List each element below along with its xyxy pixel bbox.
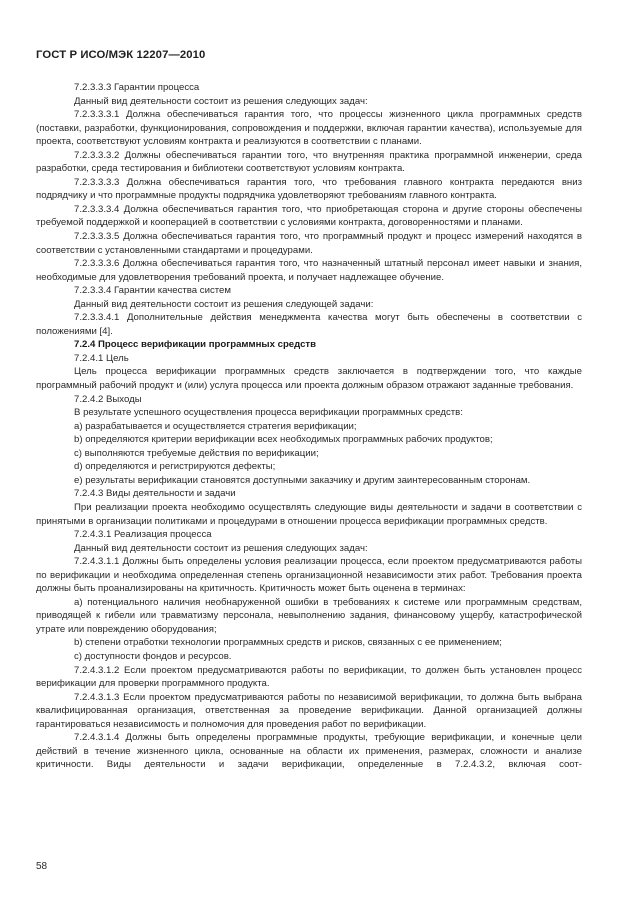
paragraph: Данный вид деятельности состоит из решения следующей задачи: [74,298,374,310]
page-number: 58 [36,861,48,872]
paragraph: c) выполняются требуемые действия по верификации; [74,447,319,459]
paragraph: 7.2.4.2 Выходы [74,393,142,405]
paragraph: Цель процесса верификации программных средств заключается в подтверждении того, что каждые программный рабочий продукт и (или) услуга процесса или проекта должным образом отражают заданные требования. [36,366,582,392]
paragraph: 7.2.4.3.1.2 Если проектом предусматриваются работы по верификации, то должен быть установлен процесс верификации для проверки программного продукта. [36,664,582,690]
paragraph: 7.2.3.3.4.1 Дополнительные действия менеджмента качества могут быть обеспечены в соответствии с положениями [4]. [36,312,582,337]
document-body [36,81,582,772]
section-heading: 7.2.4 Процесс верификации программных средств [74,339,317,351]
paragraph: Данный вид деятельности состоит из решения следующих задач: [74,95,368,107]
page-header: ГОСТ Р ИСО/МЭК 12207—2010 [36,49,206,61]
paragraph: 7.2.4.3.1.1 Должны быть определены условия реализации процесса, если проектом предусматриваются работы по верификации и необходима определенная степень организационной независимости этих работ. Требования проекта должны быть проанализированы на критичность. Критичность может быть оценена в терминах: [36,556,582,595]
paragraph: 7.2.3.3.4 Гарантии качества систем [74,285,231,297]
paragraph: 7.2.4.3.1.4 Должны быть определены программные продукты, требующие верификации, и конечные цели действий в течение жизненного цикла, основанные на области их применения, размерах, сложности и анализе критичности. Виды деятельности и задачи верификации, определенные в 7.2.4.3.2, включая сoот- [36,732,582,771]
paragraph: d) определяются и регистрируются дефекты; [74,461,276,473]
paragraph: 7.2.3.3.3.5 Должна обеспечиваться гарантия того, что программный продукт и процесс измерений находятся в соответствии с установленными стандартами и процедурами. [36,231,582,256]
paragraph: 7.2.4.3 Виды деятельности и задачи [74,488,236,500]
paragraph: 7.2.4.3.1.3 Если проектом предусматриваются работы по независимой верификации, то должна быть выбрана квалифицированная организация, ответственная за проведение верификации. Данной организацией должны гарантироваться независимость и полномочия для проведения работ по верификации. [36,691,582,730]
paragraph: 7.2.4.1 Цель [74,352,129,364]
paragraph: 7.2.3.3.3.2 Должны обеспечиваться гарантии того, что внутренняя практика программной инженерии, среда разработки, среда тестирования и библиотеки соответствуют условиям контракта. [36,149,582,175]
paragraph: e) результаты верификации становятся доступными заказчику и другим заинтересованным сторонам. [74,474,531,486]
paragraph: Данный вид деятельности состоит из решения следующих задач: [74,542,368,554]
paragraph: b) степени отработки технологии программных средств и рисков, связанных с ее применением; [74,637,502,649]
paragraph: 7.2.3.3.3.4 Должна обеспечиваться гарантия того, что приобретающая сторона и другие стороны обеспечены требуемой поддержкой и кооперацией в соответствии с условиями контракта, договоренностями и планами. [36,203,582,229]
paragraph: c) доступности фондов и ресурсов. [74,650,232,662]
paragraph: a) потенциального наличия необнаруженной ошибки в требованиях к системе или программным средствам, приводящей к гибели или травматизму персонала, невыполнению задания, финансовому ущербу, катастрофической утрате или повреждению оборудования; [36,596,582,635]
paragraph: 7.2.3.3.3.3 Должна обеспечиваться гарантия того, что требования главного контракта передаются вниз подрядчику и что программные продукты подрядчика удовлетворяют требованиям главного контракта. [36,176,582,202]
paragraph: a) разрабатывается и осуществляется стратегия верификации; [74,420,357,432]
paragraph: 7.2.4.3.1 Реализация процесса [74,529,212,541]
paragraph: В результате успешного осуществления процесса верификации программных средств: [74,407,463,419]
paragraph: 7.2.3.3.3.1 Должна обеспечиваться гарантия того, что процессы жизненного цикла программных средств (поставки, разработки, функционирования, сопровождения и поддержки, включая гарантии качества), используемые для проекта, соответствуют условиям контракта и реализуются в соответствии с планами. [36,109,582,148]
paragraph: 7.2.3.3.3.6 Должна обеспечиваться гарантия того, что назначенный штатный персонал имеет навыки и знания, необходимые для удовлетворения требований проекта, и получает надлежащее обучение. [36,258,582,283]
paragraph: 7.2.3.3.3 Гарантии процесса [74,82,200,93]
paragraph: b) определяются критерии верификации всех необходимых программных рабочих продуктов; [74,434,493,446]
paragraph: При реализации проекта необходимо осуществлять следующие виды деятельности и задачи в соответствии с принятыми в организации политиками и процедурами в отношении процесса верификации программных средств. [36,501,582,527]
